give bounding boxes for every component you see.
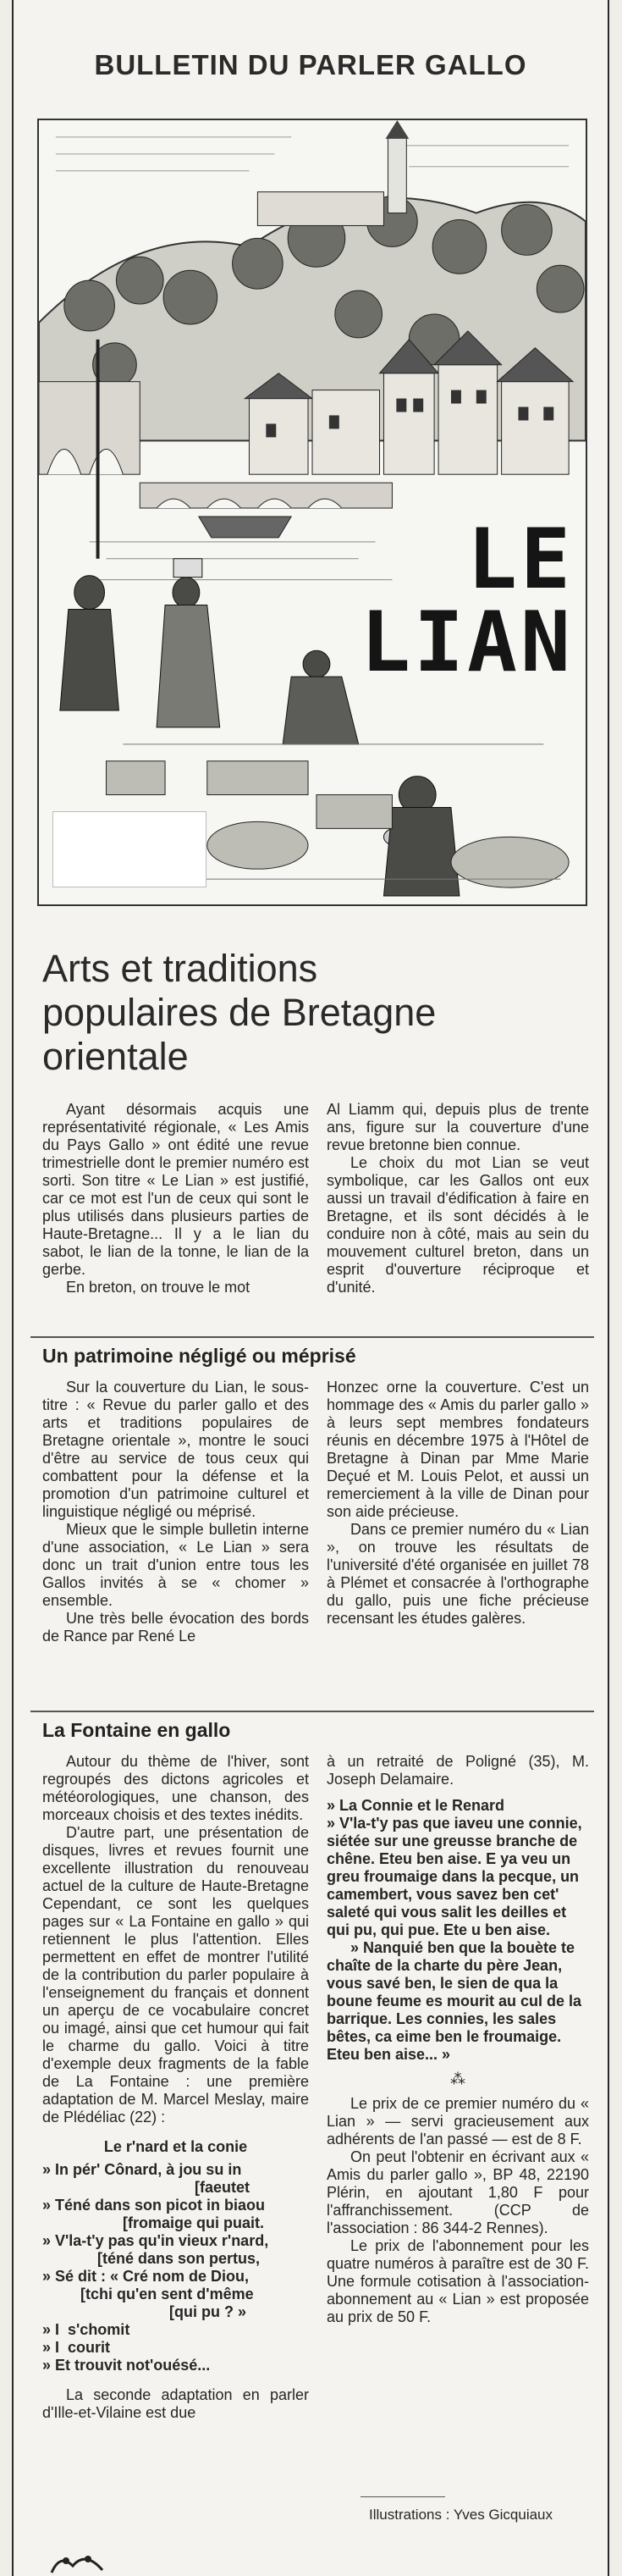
section-heading: La Fontaine en gallo	[42, 1719, 231, 1741]
cover-title	[360, 511, 574, 691]
poem-line: [téné dans son pertus,	[42, 2250, 261, 2267]
paragraph: On peut l'obtenir en écrivant aux « Amis du parler gallo », BP 48, 22190 Plérin, en ajoutant 1,80 F pour l'affranchissement. (CCP de l'association : 86 344-2 Rennes).	[327, 2148, 589, 2236]
poem-line: [tchi qu'en sent d'même	[42, 2286, 254, 2302]
section1-left-column	[42, 1379, 309, 1645]
paragraph: à un retraité de Poligné (35), M. Joseph Delamaire.	[327, 1753, 589, 1788]
headline-line: populaires de Bretagne	[42, 991, 437, 1034]
poem-block	[42, 2161, 309, 2374]
paragraph: Mieux que le simple bulletin interne d'une association, « Le Lian » sera donc un trait d'union entre tous les Gallos invités à se « chomer » ensemble.	[42, 1521, 309, 1609]
poem-line: » V'la-t'y pas qu'in vieux r'nard,	[42, 2232, 269, 2249]
asterism: ⁂	[450, 2070, 465, 2087]
poem-line: » Téné dans son picot in biaou	[42, 2197, 266, 2214]
masthead-title: BULLETIN DU PARLER GALLO	[94, 49, 527, 80]
paragraph: En breton, on trouve le mot	[66, 1279, 250, 1296]
headline-line: orientale	[42, 1035, 189, 1078]
newspaper-clipping	[12, 0, 609, 2576]
paragraph: D'autre part, une présentation de disques, livres et revues fournit une excellente illustration du renouveau actuel de la culture de Haute-Bretagne Cependant, ce sont les quelques pages sur « La Fontaine en gallo » qui retiennent le plus l'attention. Elles permettent en effet de montrer l'utilité de la contribution du parler populaire à l'enseignement du français et donnent un aperçu de ce vocabulaire concret ou imagé, ainsi que cet humour qui fait le charme du gallo. Voici à titre d'exemple deux fragments de la fable de La Fontaine : une première adaptation de M. Marcel Meslay, maire de Plédéliac (22) :	[42, 1824, 309, 2125]
poem-paragraph: » Nanquié ben que la bouète te chaîte de la charte du père Jean, vous savé ben, le sien de qua la boune feume es mourit au cul de la barrique. Les connies, les sales bêtes, ca eime ben le froumaige. Eteu ben aise... »	[327, 1939, 582, 2063]
cover-blank-box	[52, 811, 206, 887]
cover-title-le: LE	[466, 511, 574, 608]
intro-left-column	[42, 1101, 309, 1296]
headline-line: Arts et traditions	[42, 947, 318, 990]
poem-paragraph: » V'la-t'y pas que iaveu une connie, siétée sur une greusse branche de chêne. Eteu ben aise. E ya veu un greu froumaige dans la pecque, un camembert, vous savez ben cet' saleté qui vous salit les deilles et qui pu, qui pue. Ete u ben aise.	[327, 1815, 582, 1938]
paragraph: Le prix de l'abonnement pour les quatre numéros à paraître est de 30 F. Une formule cotisation à l'association-abonnement au « Lian » est proposée au prix de 50 F.	[327, 2237, 589, 2325]
illustration-credit: Illustrations : Yves Gicquiaux	[369, 2507, 553, 2523]
paragraph: La seconde adaptation en parler d'Ille-et-Vilaine est due	[42, 2386, 309, 2421]
paragraph: Honzec orne la couverture. C'est un hommage des « Amis du parler gallo » à leurs sept membres fondateurs réunis en décembre 1975 à l'Hôtel de Bretagne à Dinan par Mme Marie Deçué et M. Louis Pelot, et aussi un remerciement à la ville de Dinan pour son aide précieuse.	[327, 1379, 589, 1520]
poem-line: [qui pu ? »	[42, 2303, 247, 2320]
poem-line: » In pér' Cônard, à jou su in	[42, 2161, 242, 2178]
article-headline	[42, 947, 592, 1079]
section1-right-column	[327, 1379, 589, 1628]
paragraph: Une très belle évocation des bords de Rance par René Le	[42, 1610, 309, 1645]
section-rule	[30, 1711, 594, 1712]
paragraph: Ayant désormais acquis une représentativité régionale, « Les Amis du Pays Gallo » ont édité une revue trimestrielle dont le premier numéro est sorti. Son titre « Le Lian » est justifié, car ce mot est l'un de ceux qui sont le plus utilisés dans plusieurs parties de Haute-Bretagne... Il y a le lian du sabot, le lian de la tonne, le lian de la gerbe.	[42, 1101, 309, 1278]
poem-line: » I courit	[42, 2339, 111, 2356]
paragraph: Autour du thème de l'hiver, sont regroupés des dictons agricoles et météorologiques, une chanson, des morceaux choisis et des textes inédits.	[42, 1753, 309, 1823]
paragraph: Dans ce premier numéro du « Lian », on trouve les résultats de l'université d'été organisée en juillet 78 à Plémet et consacrée à l'orthographe du gallo, puis une fiche précieuse recensant les études galères.	[327, 1521, 589, 1627]
paragraph: Sur la couverture du Lian, le sous-titre : « Revue du parler gallo et des arts et traditions populaires de Bretagne orientale », montre le souci d'être au service de tous ceux qui combattent pour la défense et la promotion d'un patrimoine culturel et linguistique négligé ou méprisé.	[42, 1379, 309, 1520]
poem-line: » Et trouvit not'ouésé...	[42, 2357, 211, 2374]
poem-title: » La Connie et le Renard	[327, 1797, 505, 1814]
cover-title-lian: LIAN	[360, 594, 574, 691]
section-heading: Un patrimoine négligé ou méprisé	[42, 1345, 356, 1367]
intro-right-column	[327, 1101, 589, 1296]
credit-rule	[361, 2496, 445, 2497]
cover-illustration	[37, 119, 587, 906]
section2-left-column	[42, 1753, 309, 2422]
ornament-icon	[47, 2549, 107, 2574]
poem-title: Le r'nard et la conie	[103, 2138, 248, 2155]
poem-line: » Sé dit : « Cré nom de Diou,	[42, 2268, 250, 2285]
paragraph: Al Liamm qui, depuis plus de trente ans, figure sur la couverture d'une revue bretonne bien connue.	[327, 1101, 589, 1153]
section-rule	[30, 1336, 594, 1338]
paragraph: Le prix de ce premier numéro du « Lian » — servi gracieusement aux adhérents de l'an passé — est de 8 F.	[327, 2095, 589, 2148]
section2-right-column	[327, 1753, 589, 2326]
poem-line: » I s'chomit	[42, 2321, 130, 2338]
poem-line: [faeutet	[42, 2179, 250, 2196]
poem-line: [fromaige qui puait.	[42, 2214, 265, 2231]
paragraph: Le choix du mot Lian se veut symbolique, car les Gallos ont eux aussi un travail d'édification à faire en Bretagne, et ils sont décidés à le conduire non à côté, mais au sein du mouvement culturel breton, dans un esprit d'ouverture réciproque et d'unité.	[327, 1154, 589, 1296]
